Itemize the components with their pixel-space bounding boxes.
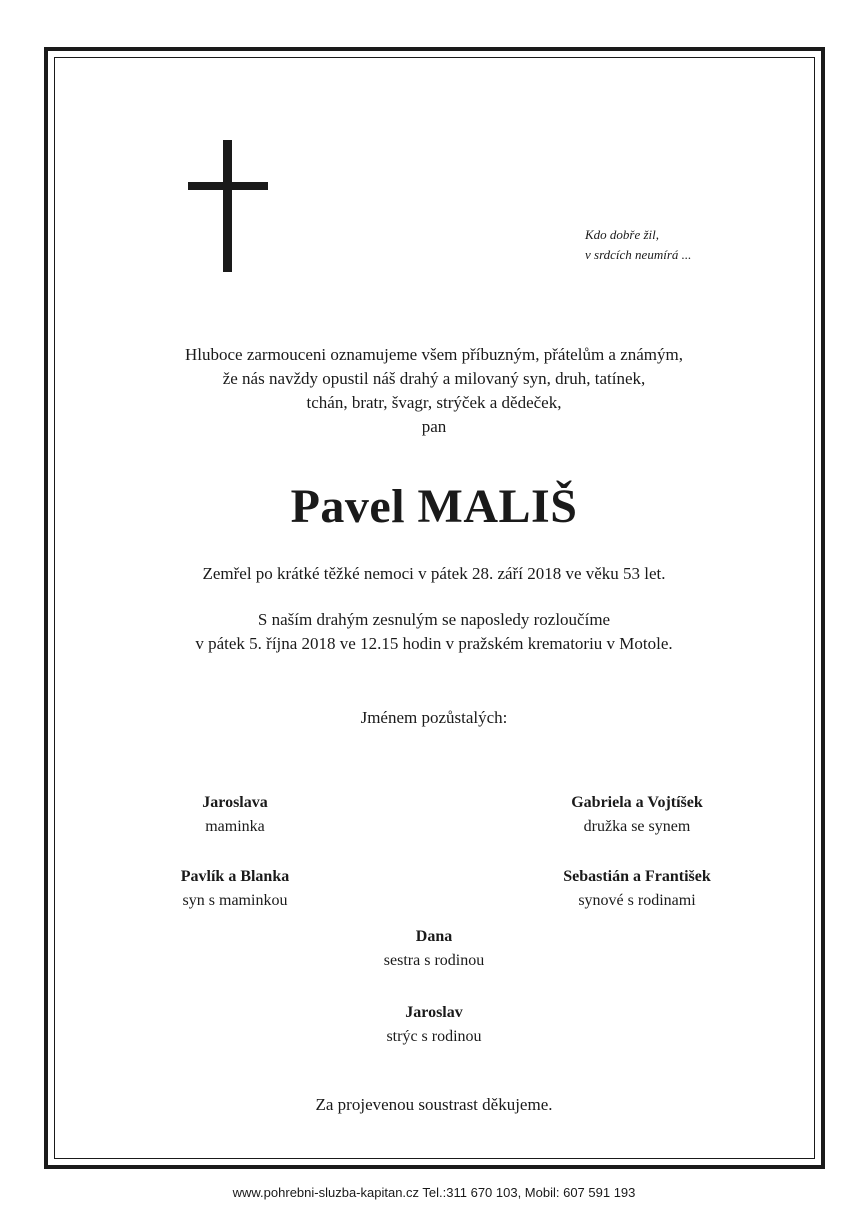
footer-contact: www.pohrebni-sluzba-kapitan.cz Tel.:311 670 103, Mobil: 607 591 193 [232, 1185, 636, 1200]
mourner-name: Dana [415, 928, 453, 945]
thanks-line: Za projevenou soustrast děkujeme. [315, 1095, 553, 1114]
mourner-relation: maminka [205, 818, 265, 835]
mourner-entry [334, 925, 534, 973]
motto-line-2: v srdcích neumírá ... [585, 247, 692, 262]
intro-line-4: pan [421, 417, 447, 436]
mourner-name: Pavlík a Blanka [180, 868, 290, 885]
intro-line-2: že nás navždy opustil náš drahý a milovaný syn, druh, tatínek, [222, 369, 646, 388]
mourner-name: Jaroslav [405, 1004, 463, 1021]
mourner-name: Jaroslava [202, 794, 268, 811]
cross-vertical-bar [223, 140, 232, 272]
mourner-relation: strýc s rodinou [386, 1028, 482, 1045]
mourner-name: Gabriela a Vojtíšek [571, 794, 703, 811]
cross-horizontal-bar [188, 182, 268, 190]
mourner-relation: synové s rodinami [578, 892, 696, 909]
mourner-relation: družka se synem [583, 818, 691, 835]
intro-line-3: tchán, bratr, švagr, strýček a dědeček, [306, 393, 562, 412]
mourner-name: Sebastián a František [563, 868, 711, 885]
on-behalf-heading: Jménem pozůstalých: [360, 708, 508, 727]
deceased-name: Pavel MALIŠ [290, 480, 578, 533]
motto-line-1: Kdo dobře žil, [585, 227, 660, 242]
intro-line-1: Hluboce zarmouceni oznamujeme všem příbuzným, přátelům a známým, [184, 345, 684, 364]
mourner-entry [537, 865, 737, 913]
motto [585, 225, 691, 265]
mourner-entry [135, 791, 335, 839]
funeral-info [0, 608, 868, 656]
mourner-entry [334, 1001, 534, 1049]
mourner-entry [135, 865, 335, 913]
funeral-line-1: S naším drahým zesnulým se naposledy rozloučíme [257, 610, 611, 629]
mourner-relation: syn s maminkou [182, 892, 288, 909]
funeral-line-2: v pátek 5. října 2018 ve 12.15 hodin v pražském krematoriu v Motole. [195, 634, 673, 653]
announcement-intro [0, 343, 868, 439]
death-notice: Zemřel po krátké těžké nemoci v pátek 28. září 2018 ve věku 53 let. [202, 564, 666, 583]
mourner-relation: sestra s rodinou [383, 952, 485, 969]
mourner-entry [537, 791, 737, 839]
